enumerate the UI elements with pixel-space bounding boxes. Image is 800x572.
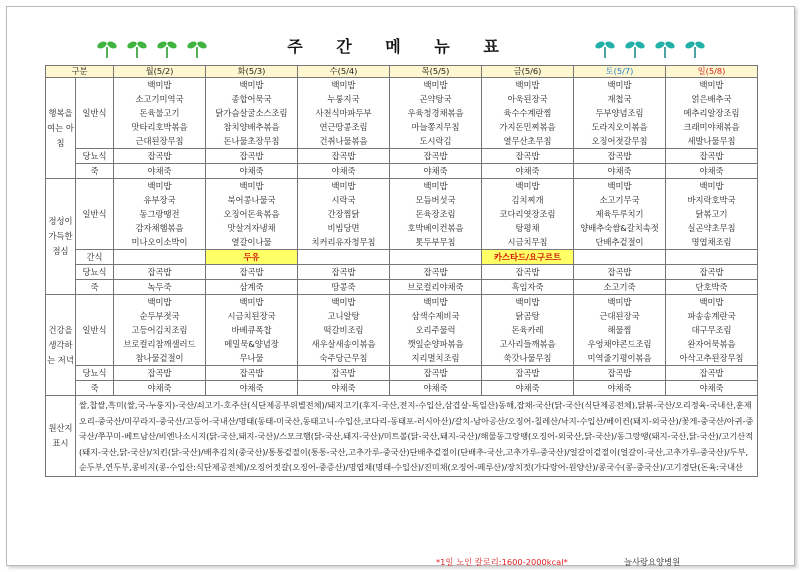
breakfast-regular-row	[46, 78, 758, 93]
snack-item	[298, 250, 390, 265]
menu-dish: 미역줄기평이볶음	[574, 351, 666, 366]
porridge-dish: 야채죽	[206, 381, 298, 396]
menu-dish: 백미밥	[390, 179, 482, 194]
diabetic-dish: 잡곡밥	[574, 366, 666, 381]
dinner-label: 건강을 생각하는 저녁	[46, 295, 76, 396]
origin-row	[46, 396, 758, 477]
hospital-name: 늘사랑요양병원	[624, 557, 681, 567]
menu-dish: 명엽채조림	[666, 235, 758, 250]
dinner-regular-row	[46, 309, 758, 323]
breakfast-regular-row	[46, 92, 758, 106]
porridge-dish: 야채죽	[390, 381, 482, 396]
menu-dish: 고사리들깨볶음	[482, 337, 574, 351]
origin-label: 원산지 표시	[46, 396, 76, 477]
menu-dish: 사천식마파두부	[298, 106, 390, 120]
snack-item	[574, 250, 666, 265]
dinner-regular-row	[46, 323, 758, 337]
header-day: 수(5/4)	[298, 66, 390, 78]
diabetic-dish: 잡곡밥	[206, 366, 298, 381]
menu-dish: 대구무조림	[666, 323, 758, 337]
diabetic-dish: 잡곡밥	[206, 265, 298, 280]
lunch-regular-row	[46, 193, 758, 207]
menu-dish: 동그랑땡전	[114, 207, 206, 221]
snack-label: 간식	[76, 250, 114, 265]
dinner-porridge-row	[46, 381, 758, 396]
menu-dish: 아삭고추된장무침	[666, 351, 758, 366]
porridge-dish: 흑임자죽	[482, 280, 574, 295]
menu-dish: 두부양념조림	[574, 106, 666, 120]
menu-dish: 숙주당근무침	[298, 351, 390, 366]
menu-dish: 연근땅콩조림	[298, 120, 390, 134]
menu-dish: 백미밥	[482, 78, 574, 93]
menu-dish: 열갈이나물	[206, 235, 298, 250]
diabetic-dish: 잡곡밥	[666, 265, 758, 280]
menu-dish: 건취나물볶음	[298, 134, 390, 149]
diabetic-diet-label: 당뇨식	[76, 265, 114, 280]
menu-dish: 백미밥	[298, 179, 390, 194]
menu-dish: 백미밥	[390, 295, 482, 310]
snack-item: 두유	[206, 250, 298, 265]
menu-dish: 백미밥	[206, 78, 298, 93]
diabetic-dish: 잡곡밥	[298, 149, 390, 164]
header-gubun: 구분	[46, 66, 114, 78]
menu-dish: 시금치된장국	[206, 309, 298, 323]
porridge-dish: 야채죽	[114, 164, 206, 179]
menu-dish: 백미밥	[114, 295, 206, 310]
diabetic-dish: 잡곡밥	[666, 149, 758, 164]
porridge-dish: 야채죽	[574, 381, 666, 396]
diabetic-dish: 잡곡밥	[482, 366, 574, 381]
porridge-dish: 야채죽	[574, 164, 666, 179]
menu-dish: 세발나물무침	[666, 134, 758, 149]
menu-dish: 북어콩나물국	[206, 193, 298, 207]
menu-dish: 우엉채야콘드조림	[574, 337, 666, 351]
menu-dish: 치커리유자청무침	[298, 235, 390, 250]
porridge-diet-label: 죽	[76, 381, 114, 396]
lunch-regular-row	[46, 235, 758, 250]
porridge-diet-label: 죽	[76, 280, 114, 295]
diabetic-dish: 잡곡밥	[390, 149, 482, 164]
menu-dish: 백미밥	[482, 295, 574, 310]
porridge-dish: 단호박죽	[666, 280, 758, 295]
snack-item: 카스타드/요구르트	[482, 250, 574, 265]
menu-dish: 마늘쫑지무침	[390, 120, 482, 134]
porridge-dish: 땅콩죽	[298, 280, 390, 295]
menu-dish: 닭가슴살굴소스조림	[206, 106, 298, 120]
menu-dish: 호박베이컨볶음	[390, 221, 482, 235]
menu-dish: 오리주물럭	[390, 323, 482, 337]
diabetic-dish: 잡곡밥	[482, 149, 574, 164]
menu-dish: 무나물	[206, 351, 298, 366]
menu-dish: 돈육카레	[482, 323, 574, 337]
menu-dish: 백미밥	[574, 179, 666, 194]
menu-dish: 소고기무국	[574, 193, 666, 207]
lunch-label: 정성이 가득한 점심	[46, 179, 76, 295]
menu-dish: 고등어김치조림	[114, 323, 206, 337]
menu-dish: 코다리엿장조림	[482, 207, 574, 221]
breakfast-diabetic-row	[46, 149, 758, 164]
menu-dish: 바지락호박국	[666, 193, 758, 207]
header-day: 금(5/6)	[482, 66, 574, 78]
menu-dish: 오징어돈육볶음	[206, 207, 298, 221]
porridge-dish: 야채죽	[666, 164, 758, 179]
menu-dish: 메추리알장조림	[666, 106, 758, 120]
porridge-dish: 야채죽	[298, 381, 390, 396]
menu-dish: 참치양배추볶음	[206, 120, 298, 134]
lunch-snack-row	[46, 250, 758, 265]
menu-dish: 오징어젓갈무침	[574, 134, 666, 149]
menu-dish: 완자어묵볶음	[666, 337, 758, 351]
porridge-dish: 소고기죽	[574, 280, 666, 295]
menu-dish: 아욱된장국	[482, 92, 574, 106]
lunch-regular-row	[46, 207, 758, 221]
menu-dish: 백미밥	[574, 78, 666, 93]
breakfast-regular-row	[46, 134, 758, 149]
menu-dish: 소고기미역국	[114, 92, 206, 106]
menu-dish: 백미밥	[666, 295, 758, 310]
menu-dish: 가지돈민찌볶음	[482, 120, 574, 134]
porridge-dish: 녹두죽	[114, 280, 206, 295]
menu-dish: 종합어묵국	[206, 92, 298, 106]
menu-dish: 근대된장국	[574, 309, 666, 323]
menu-dish: 백미밥	[390, 78, 482, 93]
menu-dish: 실곤약초무침	[666, 221, 758, 235]
menu-dish: 삼색수제비국	[390, 309, 482, 323]
page-title: 주 간 메 뉴 표	[287, 37, 513, 56]
regular-diet-label: 일반식	[76, 295, 114, 366]
porridge-dish: 브로컬리야채죽	[390, 280, 482, 295]
menu-dish: 백미밥	[114, 179, 206, 194]
porridge-dish: 야채죽	[666, 381, 758, 396]
diabetic-dish: 잡곡밥	[390, 366, 482, 381]
dinner-regular-row	[46, 337, 758, 351]
header-day: 월(5/2)	[114, 66, 206, 78]
breakfast-regular-row	[46, 106, 758, 120]
menu-dish: 브로컬리참깨샐러드	[114, 337, 206, 351]
menu-dish: 열무산초무침	[482, 134, 574, 149]
menu-dish: 단배추겉절이	[574, 235, 666, 250]
diabetic-diet-label: 당뇨식	[76, 366, 114, 381]
menu-dish: 백미밥	[482, 179, 574, 194]
menu-dish: 닭곰탕	[482, 309, 574, 323]
menu-dish: 탕평채	[482, 221, 574, 235]
lunch-regular-row	[46, 179, 758, 194]
menu-dish: 닭볶고기	[666, 207, 758, 221]
menu-dish: 새우살새송이볶음	[298, 337, 390, 351]
regular-diet-label: 일반식	[76, 78, 114, 149]
lunch-regular-row	[46, 221, 758, 235]
header-day: 일(5/8)	[666, 66, 758, 78]
diabetic-dish: 잡곡밥	[114, 366, 206, 381]
menu-dish: 재첩국	[574, 92, 666, 106]
menu-dish: 돈육불고기	[114, 106, 206, 120]
dinner-regular-row	[46, 295, 758, 310]
menu-dish: 백미밥	[666, 78, 758, 93]
menu-dish: 곤약탕국	[390, 92, 482, 106]
menu-dish: 순두부젓국	[114, 309, 206, 323]
lunch-diabetic-row	[46, 265, 758, 280]
menu-dish: 근대된장무침	[114, 134, 206, 149]
dinner-diabetic-row	[46, 366, 758, 381]
snack-item	[114, 250, 206, 265]
menu-dish: 제육두루치기	[574, 207, 666, 221]
porridge-dish: 야채죽	[114, 381, 206, 396]
menu-dish: 모듬버섯국	[390, 193, 482, 207]
menu-dish: 돈육장조림	[390, 207, 482, 221]
menu-dish: 맛타리호박볶음	[114, 120, 206, 134]
snack-item	[666, 250, 758, 265]
dinner-regular-row	[46, 351, 758, 366]
porridge-dish: 야채죽	[482, 381, 574, 396]
diabetic-diet-label: 당뇨식	[76, 149, 114, 164]
menu-dish: 백미밥	[298, 295, 390, 310]
menu-dish: 돈나물초장무침	[206, 134, 298, 149]
header-day: 목(5/5)	[390, 66, 482, 78]
menu-dish: 쑥갓나물무침	[482, 351, 574, 366]
menu-dish: 우육청경채볶음	[390, 106, 482, 120]
diabetic-dish: 잡곡밥	[298, 366, 390, 381]
porridge-dish: 야채죽	[482, 164, 574, 179]
diabetic-dish: 잡곡밥	[114, 149, 206, 164]
menu-dish: 지리멸치조림	[390, 351, 482, 366]
menu-dish: 유부장국	[114, 193, 206, 207]
porridge-diet-label: 죽	[76, 164, 114, 179]
porridge-dish: 야채죽	[390, 164, 482, 179]
diabetic-dish: 잡곡밥	[574, 149, 666, 164]
menu-dish: 도라지오이볶음	[574, 120, 666, 134]
menu-dish: 해물찜	[574, 323, 666, 337]
calorie-note: *1일 노인 칼로리:1600-2000kcal*	[436, 557, 568, 567]
menu-dish: 참나물겉절이	[114, 351, 206, 366]
breakfast-regular-row	[46, 120, 758, 134]
porridge-dish: 삼계죽	[206, 280, 298, 295]
menu-dish: 백미밥	[666, 179, 758, 194]
menu-dish: 시금치무침	[482, 235, 574, 250]
menu-dish: 떡갈비조림	[298, 323, 390, 337]
menu-dish: 백미밥	[114, 78, 206, 93]
diabetic-dish: 잡곡밥	[114, 265, 206, 280]
menu-dish: 깻잎순양파볶음	[390, 337, 482, 351]
menu-dish: 양배추숙쌈&갈치속젓	[574, 221, 666, 235]
menu-dish: 간장찜닭	[298, 207, 390, 221]
menu-dish: 백미밥	[206, 179, 298, 194]
menu-dish: 메밀묵&양념장	[206, 337, 298, 351]
menu-dish: 감자채햄볶음	[114, 221, 206, 235]
breakfast-label: 행복을 여는 아침	[46, 78, 76, 179]
menu-dish: 백미밥	[574, 295, 666, 310]
diabetic-dish: 잡곡밥	[206, 149, 298, 164]
menu-dish: 얽은배추국	[666, 92, 758, 106]
menu-dish: 파송송계란국	[666, 309, 758, 323]
menu-dish: 김치찌개	[482, 193, 574, 207]
menu-dish: 톳두부무침	[390, 235, 482, 250]
porridge-dish: 야채죽	[206, 164, 298, 179]
porridge-dish: 야채죽	[298, 164, 390, 179]
menu-dish: 백미밥	[298, 78, 390, 93]
menu-dish: 도시락김	[390, 134, 482, 149]
menu-dish: 비빔당면	[298, 221, 390, 235]
regular-diet-label: 일반식	[76, 179, 114, 250]
diabetic-dish: 잡곡밥	[574, 265, 666, 280]
diabetic-dish: 잡곡밥	[390, 265, 482, 280]
menu-dish: 시락국	[298, 193, 390, 207]
diabetic-dish: 잡곡밥	[666, 366, 758, 381]
breakfast-porridge-row	[46, 164, 758, 179]
menu-dish: 크래미야채볶음	[666, 120, 758, 134]
snack-item	[390, 250, 482, 265]
menu-dish: 누룽지국	[298, 92, 390, 106]
header-day: 토(5/7)	[574, 66, 666, 78]
menu-dish: 미나오이소박이	[114, 235, 206, 250]
menu-dish: 바베큐폭찹	[206, 323, 298, 337]
menu-dish: 맛살겨자냉채	[206, 221, 298, 235]
origin-text: 쌀,찹쌀,흑미(쌀,국-누룽지)-국산/쇠고기-호주산(식단제공부위별전체)/돼지고기(후지-국산,전지-수입산,삼겹살-독일산)동해,잡채-국산(닭-국산(식단제공전체),닭볶-국산/오리정육-국내산,훈제오리-중국산/미꾸라지-중국산/고등어-국내산/명태(동태-미국산,동태고니-수입산,코다리-동태포-러시아산)/갈치-남아공산/오징어-칠레산/낙지-수입산/베이컨(돼지-외국산)/꽃게-중국산/아귀-중국산/쭈꾸미-베트남산/비엔나소시지(닭-국산,돼지-국산)/스모크햄(닭-국산,돼지-국산)/미트볼(닭-국산,돼지-국산)/해물동그랑땡(오징어-외국산,닭-국산)/동그랑땡(돼지-국산,닭-국산)/고기산적(돼지-국산,닭-국산)/치킨(닭-국산)/배추김치(중국산)/통통겉절이(통통-국산,고추가루-중국산)단배추겉절이(단배추-국산,고추가루-중국산)/얼갈이겉절이(얼갈이-국산,고추가루-중국산)/두부,순두부,연두부,콩비지(콩-수입산:식단제공전체)/오징어젓갈(오징어-중증산)/명엽채(명태-수입산)/진미채(오징어-페루산)/장치젓(가다랑어-원양산)/콩국수(콩-중국산)/고기경단(돈육:국내산	[76, 396, 758, 477]
diabetic-dish: 잡곡밥	[482, 265, 574, 280]
diabetic-dish: 잡곡밥	[298, 265, 390, 280]
menu-dish: 백미밥	[206, 295, 298, 310]
weekly-menu-table	[45, 65, 758, 477]
header-day: 화(5/3)	[206, 66, 298, 78]
menu-dish: 고니알탕	[298, 309, 390, 323]
header-row	[46, 66, 758, 78]
lunch-porridge-row	[46, 280, 758, 295]
menu-dish: 육수수계란찜	[482, 106, 574, 120]
